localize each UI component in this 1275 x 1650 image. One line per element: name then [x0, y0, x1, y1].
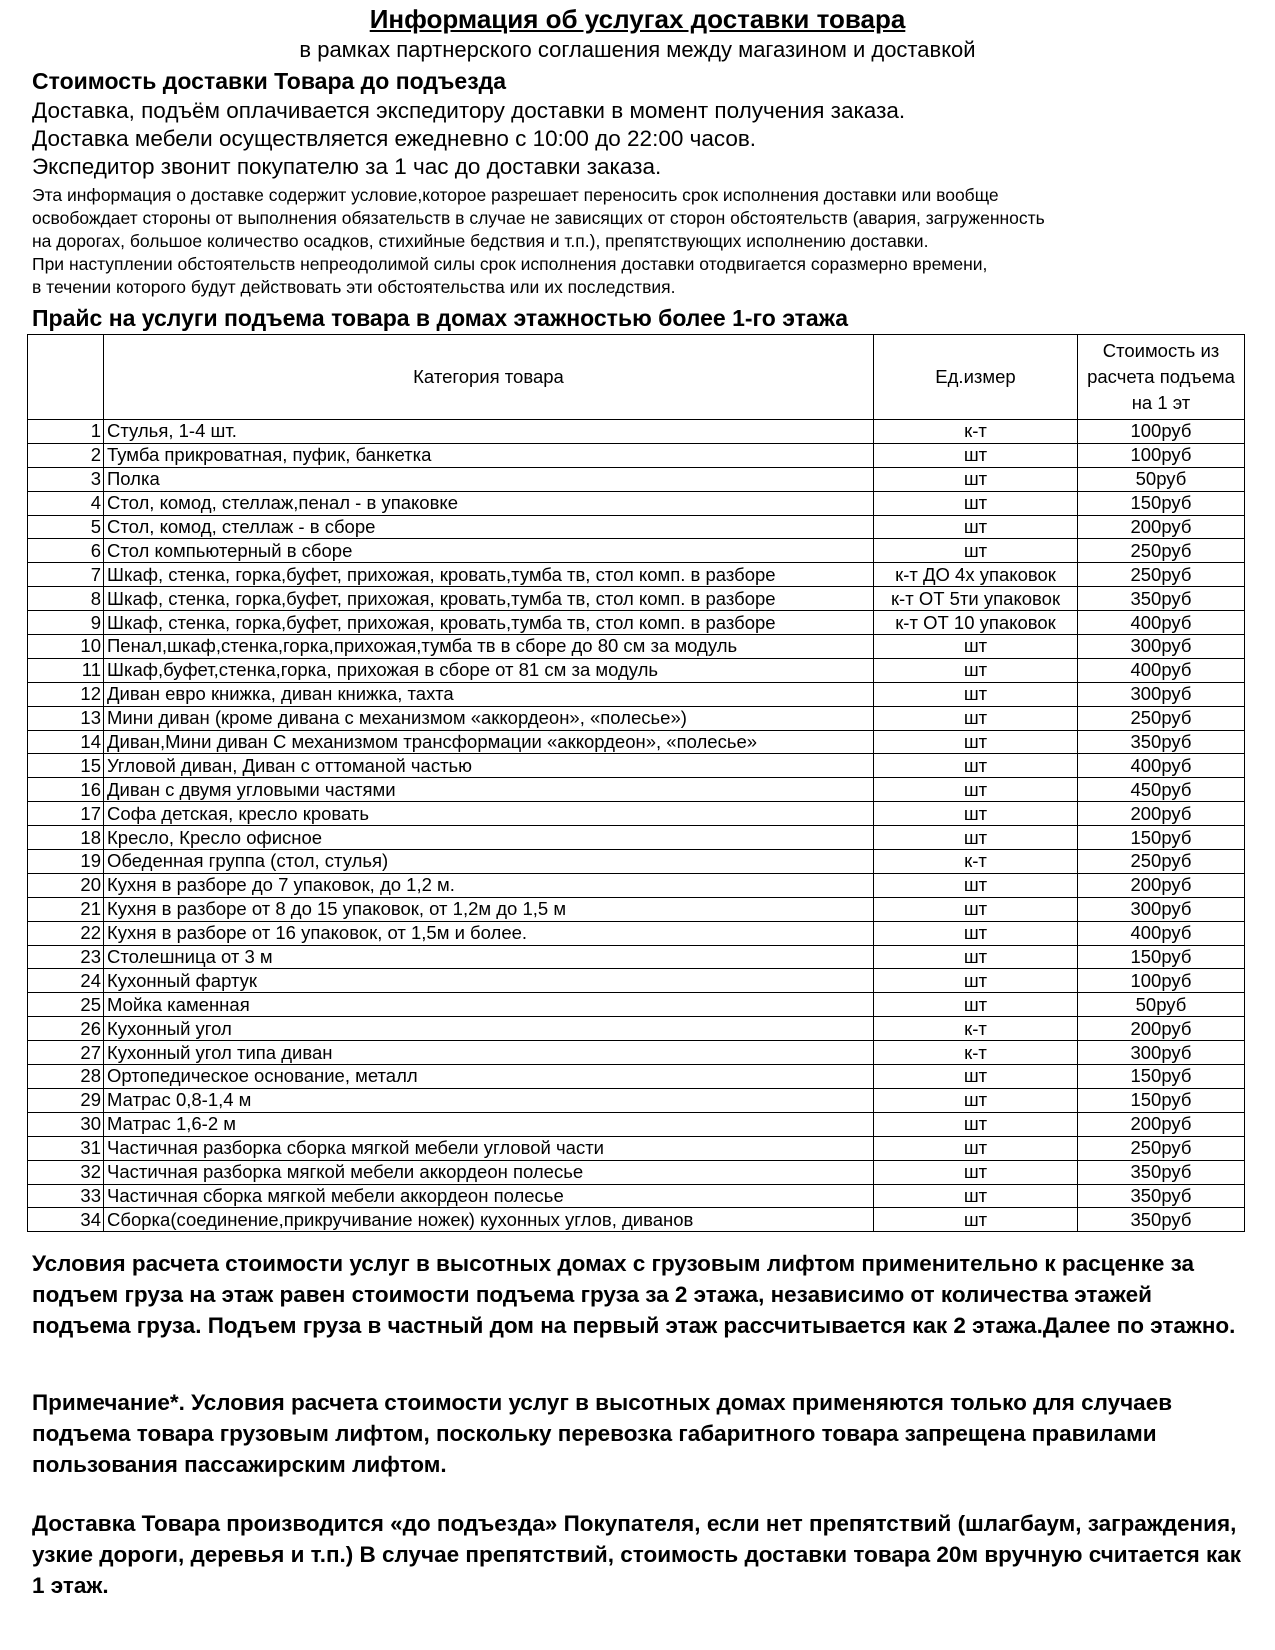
row-number: 5 — [28, 515, 104, 539]
row-unit: шт — [874, 467, 1078, 491]
row-category: Шкаф, стенка, горка,буфет, прихожая, кровать,тумба тв, стол комп. в разборе — [104, 587, 874, 611]
row-price: 350руб — [1078, 1208, 1245, 1232]
row-number: 19 — [28, 850, 104, 874]
force-majeure-line: При наступлении обстоятельств непреодолимой силы срок исполнения доставки отодвигается соразмерно времени, — [32, 254, 988, 274]
row-category: Кухонный угол типа диван — [104, 1041, 874, 1065]
row-price: 250руб — [1078, 539, 1245, 563]
row-price: 450руб — [1078, 778, 1245, 802]
row-unit: шт — [874, 897, 1078, 921]
row-category: Диван,Мини диван С механизмом трансформации «аккордеон», «полесье» — [104, 730, 874, 754]
table-row — [28, 443, 1245, 467]
row-category: Стол, комод, стеллаж - в сборе — [104, 515, 874, 539]
row-unit: шт — [874, 921, 1078, 945]
row-number: 30 — [28, 1112, 104, 1136]
row-unit: шт — [874, 778, 1078, 802]
row-price: 200руб — [1078, 873, 1245, 897]
table-row — [28, 658, 1245, 682]
table-row — [28, 1112, 1245, 1136]
row-price: 350руб — [1078, 1160, 1245, 1184]
header-number — [28, 335, 104, 420]
row-category: Обеденная группа (стол, стулья) — [104, 850, 874, 874]
table-row — [28, 1088, 1245, 1112]
row-price: 350руб — [1078, 730, 1245, 754]
row-unit: к-т ОТ 5ти упаковок — [874, 587, 1078, 611]
table-row — [28, 945, 1245, 969]
row-category: Стол компьютерный в сборе — [104, 539, 874, 563]
row-number: 1 — [28, 420, 104, 444]
row-unit: к-т ДО 4х упаковок — [874, 563, 1078, 587]
row-number: 16 — [28, 778, 104, 802]
row-category: Мини диван (кроме дивана с механизмом «аккордеон», «полесье») — [104, 706, 874, 730]
row-number: 28 — [28, 1065, 104, 1089]
row-number: 32 — [28, 1160, 104, 1184]
row-category: Кухонный фартук — [104, 969, 874, 993]
row-price: 150руб — [1078, 491, 1245, 515]
row-number: 22 — [28, 921, 104, 945]
row-unit: к-т — [874, 850, 1078, 874]
row-unit: шт — [874, 706, 1078, 730]
force-majeure-line: в течении которого будут действовать эти обстоятельства или их последствия. — [32, 277, 676, 297]
table-row — [28, 1017, 1245, 1041]
footer-delivery: Доставка Товара производится «до подъезда» Покупателя, если нет препятствий (шлагбаум, заграждения, узкие дороги, деревья и т.п.) В случае препятствий, стоимость доставки товара 20м вручную считается как 1 этаж. — [32, 1511, 1241, 1598]
row-number: 33 — [28, 1184, 104, 1208]
row-price: 250руб — [1078, 706, 1245, 730]
row-number: 6 — [28, 539, 104, 563]
row-number: 10 — [28, 635, 104, 659]
row-number: 9 — [28, 611, 104, 635]
row-category: Кухня в разборе до 7 упаковок, до 1,2 м. — [104, 873, 874, 897]
footer-conditions: Условия расчета стоимости услуг в высотных домах с грузовым лифтом применительно к расценке за подъем груза на этаж равен стоимости подъема груза за 2 этажа, независимо от количества этажей подъема груза. Подъем груза в частный дом на первый этаж рассчитывается как 2 этажа.Далее по этажно. — [32, 1251, 1236, 1338]
row-unit: шт — [874, 635, 1078, 659]
table-row — [28, 682, 1245, 706]
row-price: 150руб — [1078, 945, 1245, 969]
row-category: Столешница от 3 м — [104, 945, 874, 969]
table-row — [28, 467, 1245, 491]
force-majeure-line: освобождает стороны от выполнения обязательств в случае не зависящих от сторон обстоятельств (авария, загруженность — [32, 208, 1045, 228]
table-row — [28, 1160, 1245, 1184]
table-row — [28, 1208, 1245, 1232]
table-row — [28, 778, 1245, 802]
row-number: 2 — [28, 443, 104, 467]
row-number: 20 — [28, 873, 104, 897]
row-unit: к-т ОТ 10 упаковок — [874, 611, 1078, 635]
row-price: 200руб — [1078, 802, 1245, 826]
row-category: Стол, комод, стеллаж,пенал - в упаковке — [104, 491, 874, 515]
row-number: 4 — [28, 491, 104, 515]
section-heading-delivery-cost: Стоимость доставки Товара до подъезда — [32, 68, 507, 94]
row-number: 3 — [28, 467, 104, 491]
table-row — [28, 969, 1245, 993]
table-row — [28, 921, 1245, 945]
row-category: Сборка(соединение,прикручивание ножек) кухонных углов, диванов — [104, 1208, 874, 1232]
row-number: 25 — [28, 993, 104, 1017]
header-unit: Ед.измер — [874, 335, 1078, 420]
row-unit: шт — [874, 539, 1078, 563]
row-unit: к-т — [874, 1041, 1078, 1065]
row-price: 150руб — [1078, 826, 1245, 850]
table-row — [28, 993, 1245, 1017]
row-category: Шкаф, стенка, горка,буфет, прихожая, кровать,тумба тв, стол комп. в разборе — [104, 611, 874, 635]
row-unit: шт — [874, 1208, 1078, 1232]
row-price: 100руб — [1078, 443, 1245, 467]
row-number: 12 — [28, 682, 104, 706]
row-category: Частичная сборка мягкой мебели аккордеон полесье — [104, 1184, 874, 1208]
row-category: Матрас 0,8-1,4 м — [104, 1088, 874, 1112]
row-number: 24 — [28, 969, 104, 993]
row-price: 250руб — [1078, 850, 1245, 874]
table-row — [28, 515, 1245, 539]
table-row — [28, 802, 1245, 826]
row-category: Частичная разборка мягкой мебели аккордеон полесье — [104, 1160, 874, 1184]
row-category: Диван с двумя угловыми частями — [104, 778, 874, 802]
row-number: 34 — [28, 1208, 104, 1232]
row-unit: к-т — [874, 1017, 1078, 1041]
row-price: 200руб — [1078, 1112, 1245, 1136]
row-unit: шт — [874, 1136, 1078, 1160]
row-price: 400руб — [1078, 611, 1245, 635]
row-price: 300руб — [1078, 635, 1245, 659]
row-category: Кухня в разборе от 8 до 15 упаковок, от 1,2м до 1,5 м — [104, 897, 874, 921]
row-price: 200руб — [1078, 515, 1245, 539]
row-unit: шт — [874, 873, 1078, 897]
row-unit: шт — [874, 1112, 1078, 1136]
row-unit: шт — [874, 658, 1078, 682]
row-category: Кухня в разборе от 16 упаковок, от 1,5м и более. — [104, 921, 874, 945]
row-unit: шт — [874, 682, 1078, 706]
row-number: 17 — [28, 802, 104, 826]
row-unit: шт — [874, 491, 1078, 515]
row-price: 300руб — [1078, 682, 1245, 706]
row-number: 31 — [28, 1136, 104, 1160]
row-unit: шт — [874, 945, 1078, 969]
row-price: 400руб — [1078, 754, 1245, 778]
row-price: 50руб — [1078, 993, 1245, 1017]
row-price: 50руб — [1078, 467, 1245, 491]
row-unit: шт — [874, 969, 1078, 993]
row-category: Ортопедическое основание, металл — [104, 1065, 874, 1089]
row-price: 350руб — [1078, 587, 1245, 611]
force-majeure-line: Эта информация о доставке содержит условие,которое разрешает переносить срок исполнения доставки или вообще — [32, 185, 999, 205]
row-price: 400руб — [1078, 921, 1245, 945]
row-number: 18 — [28, 826, 104, 850]
row-number: 13 — [28, 706, 104, 730]
table-row — [28, 563, 1245, 587]
row-category: Шкаф, стенка, горка,буфет, прихожая, кровать,тумба тв, стол комп. в разборе — [104, 563, 874, 587]
row-unit: шт — [874, 515, 1078, 539]
row-unit: шт — [874, 993, 1078, 1017]
row-category: Тумба прикроватная, пуфик, банкетка — [104, 443, 874, 467]
table-row — [28, 706, 1245, 730]
table-row — [28, 587, 1245, 611]
row-unit: шт — [874, 1184, 1078, 1208]
row-number: 7 — [28, 563, 104, 587]
section-heading-price-list: Прайс на услуги подъема товара в домах этажностью более 1-го этажа — [32, 305, 849, 331]
row-unit: шт — [874, 802, 1078, 826]
table-row — [28, 1136, 1245, 1160]
row-price: 400руб — [1078, 658, 1245, 682]
price-table-body — [28, 420, 1245, 1232]
row-category: Мойка каменная — [104, 993, 874, 1017]
row-unit: шт — [874, 1160, 1078, 1184]
footer-note: Примечание*. Условия расчета стоимости услуг в высотных домах применяются только для случаев подъема товара грузовым лифтом, поскольку перевозка габаритного товара запрещена правилами пользования пассажирским лифтом. — [32, 1390, 1173, 1477]
row-category: Шкаф,буфет,стенка,горка, прихожая в сборе от 81 см за модуль — [104, 658, 874, 682]
row-unit: к-т — [874, 420, 1078, 444]
row-unit: шт — [874, 730, 1078, 754]
row-category: Стулья, 1-4 шт. — [104, 420, 874, 444]
page-title: Информация об услугах доставки товара — [369, 4, 906, 34]
row-unit: шт — [874, 1065, 1078, 1089]
table-row — [28, 730, 1245, 754]
force-majeure-line: на дорогах, большое количество осадков, стихийные бедствия и т.п.), препятствующих исполнению доставки. — [32, 231, 929, 251]
row-price: 100руб — [1078, 969, 1245, 993]
row-category: Угловой диван, Диван с оттоманой частью — [104, 754, 874, 778]
row-category: Пенал,шкаф,стенка,горка,прихожая,тумба тв в сборе до 80 см за модуль — [104, 635, 874, 659]
table-row — [28, 873, 1245, 897]
header-price: Стоимость из расчета подъема на 1 эт — [1078, 335, 1245, 420]
table-row — [28, 850, 1245, 874]
table-row — [28, 611, 1245, 635]
row-number: 11 — [28, 658, 104, 682]
row-category: Частичная разборка сборка мягкой мебели угловой части — [104, 1136, 874, 1160]
intro-line: Доставка, подъём оплачивается экспедитору доставки в момент получения заказа. — [32, 98, 906, 123]
row-number: 15 — [28, 754, 104, 778]
row-number: 29 — [28, 1088, 104, 1112]
table-row — [28, 635, 1245, 659]
row-category: Матрас 1,6-2 м — [104, 1112, 874, 1136]
intro-line: Доставка мебели осуществляется ежедневно с 10:00 до 22:00 часов. — [32, 126, 757, 151]
row-unit: шт — [874, 443, 1078, 467]
row-number: 27 — [28, 1041, 104, 1065]
intro-line: Экспедитор звонит покупателю за 1 час до доставки заказа. — [32, 154, 662, 179]
row-price: 250руб — [1078, 563, 1245, 587]
row-number: 23 — [28, 945, 104, 969]
row-price: 350руб — [1078, 1184, 1245, 1208]
header-category: Категория товара — [104, 335, 874, 420]
table-row — [28, 826, 1245, 850]
row-price: 300руб — [1078, 1041, 1245, 1065]
row-number: 14 — [28, 730, 104, 754]
row-price: 250руб — [1078, 1136, 1245, 1160]
row-price: 100руб — [1078, 420, 1245, 444]
row-price: 300руб — [1078, 897, 1245, 921]
table-row — [28, 420, 1245, 444]
row-price: 150руб — [1078, 1088, 1245, 1112]
row-category: Кресло, Кресло офисное — [104, 826, 874, 850]
table-header-row — [28, 335, 1245, 420]
table-row — [28, 1041, 1245, 1065]
row-price: 150руб — [1078, 1065, 1245, 1089]
table-row — [28, 897, 1245, 921]
row-unit: шт — [874, 1088, 1078, 1112]
price-table — [27, 334, 1245, 1232]
row-number: 26 — [28, 1017, 104, 1041]
table-row — [28, 1184, 1245, 1208]
row-number: 21 — [28, 897, 104, 921]
table-row — [28, 1065, 1245, 1089]
row-unit: шт — [874, 754, 1078, 778]
row-category: Кухонный угол — [104, 1017, 874, 1041]
table-row — [28, 539, 1245, 563]
page-subtitle: в рамках партнерского соглашения между магазином и доставкой — [299, 37, 976, 62]
table-row — [28, 491, 1245, 515]
row-unit: шт — [874, 826, 1078, 850]
row-category: Полка — [104, 467, 874, 491]
row-category: Софа детская, кресло кровать — [104, 802, 874, 826]
row-number: 8 — [28, 587, 104, 611]
row-price: 200руб — [1078, 1017, 1245, 1041]
table-row — [28, 754, 1245, 778]
row-category: Диван евро книжка, диван книжка, тахта — [104, 682, 874, 706]
